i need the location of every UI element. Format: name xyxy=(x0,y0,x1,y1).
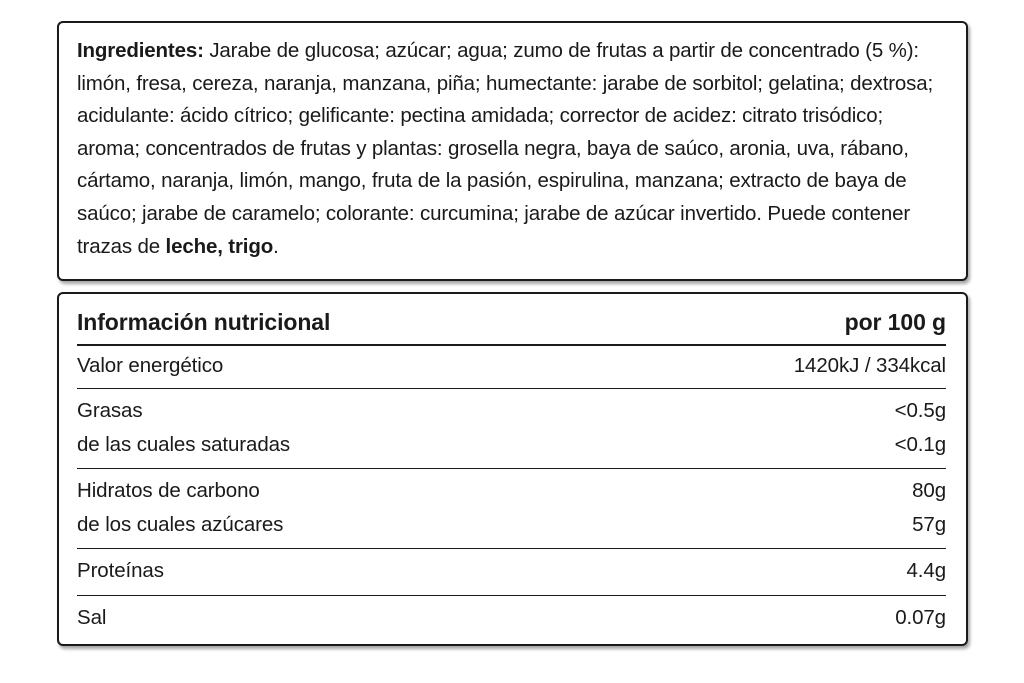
row-labels xyxy=(77,554,164,588)
nutrition-row-salt xyxy=(77,596,946,644)
fat-label: Grasas xyxy=(77,399,143,422)
row-values xyxy=(895,394,946,462)
row-values xyxy=(794,349,946,383)
nutrition-row-energy xyxy=(77,346,946,389)
protein-value: 4.4g xyxy=(906,559,946,582)
ingredients-text xyxy=(77,35,948,263)
carbohydrates-value: 80g xyxy=(912,479,946,502)
ingredients-list: Jarabe de glucosa; azúcar; agua; zumo de frutas a partir de concentrado (5 %): limón, fresa, cereza, naranja, manzana, piña; humectante: jarabe de sorbitol; gelatina; dextrosa; acidulante: ácido cítrico; gelificante: pectina amidada; corrector de acidez: citrato trisódico; aroma; concentrados de frutas y plantas: grosella negra, baya de saúco, aronia, uva, rábano, cártamo, naranja, limón, mango, fruta de la pasión, espirulina, manzana; extracto de baya de saúco; jarabe de caramelo; colorante: curcumina; jarabe de azúcar invertido. Puede contener trazas de xyxy=(77,39,934,258)
protein-label: Proteínas xyxy=(77,559,164,582)
nutrition-header-row xyxy=(77,294,946,346)
ingredients-panel xyxy=(57,21,968,281)
sugars-value: 57g xyxy=(912,513,946,536)
row-labels xyxy=(77,349,223,383)
salt-label: Sal xyxy=(77,606,107,629)
row-values xyxy=(912,474,946,542)
nutrition-row-carbohydrates xyxy=(77,469,946,549)
saturated-fat-label: de las cuales saturadas xyxy=(77,433,291,456)
saturated-fat-value: <0.1g xyxy=(894,433,946,456)
energy-label: Valor energético xyxy=(77,354,224,377)
row-labels xyxy=(77,474,283,542)
row-values xyxy=(907,554,947,588)
allergens: leche, trigo xyxy=(165,234,274,258)
salt-value: 0.07g xyxy=(895,606,946,629)
carbohydrates-label: Hidratos de carbono xyxy=(77,479,260,502)
nutrition-row-protein xyxy=(77,549,946,596)
fat-value: <0.5g xyxy=(894,399,946,422)
ingredients-end: . xyxy=(273,234,279,258)
energy-value: 1420kJ / 334kcal xyxy=(793,354,946,377)
row-labels xyxy=(77,394,290,462)
ingredients-heading: Ingredientes: xyxy=(77,39,204,62)
nutrition-per-100g: por 100 g xyxy=(844,308,946,335)
nutrition-row-fat xyxy=(77,389,946,469)
sugars-label: de los cuales azúcares xyxy=(77,513,284,536)
row-labels xyxy=(77,601,106,635)
nutrition-title: Información nutricional xyxy=(77,308,331,335)
row-values xyxy=(895,601,946,635)
nutrition-table xyxy=(57,292,968,646)
